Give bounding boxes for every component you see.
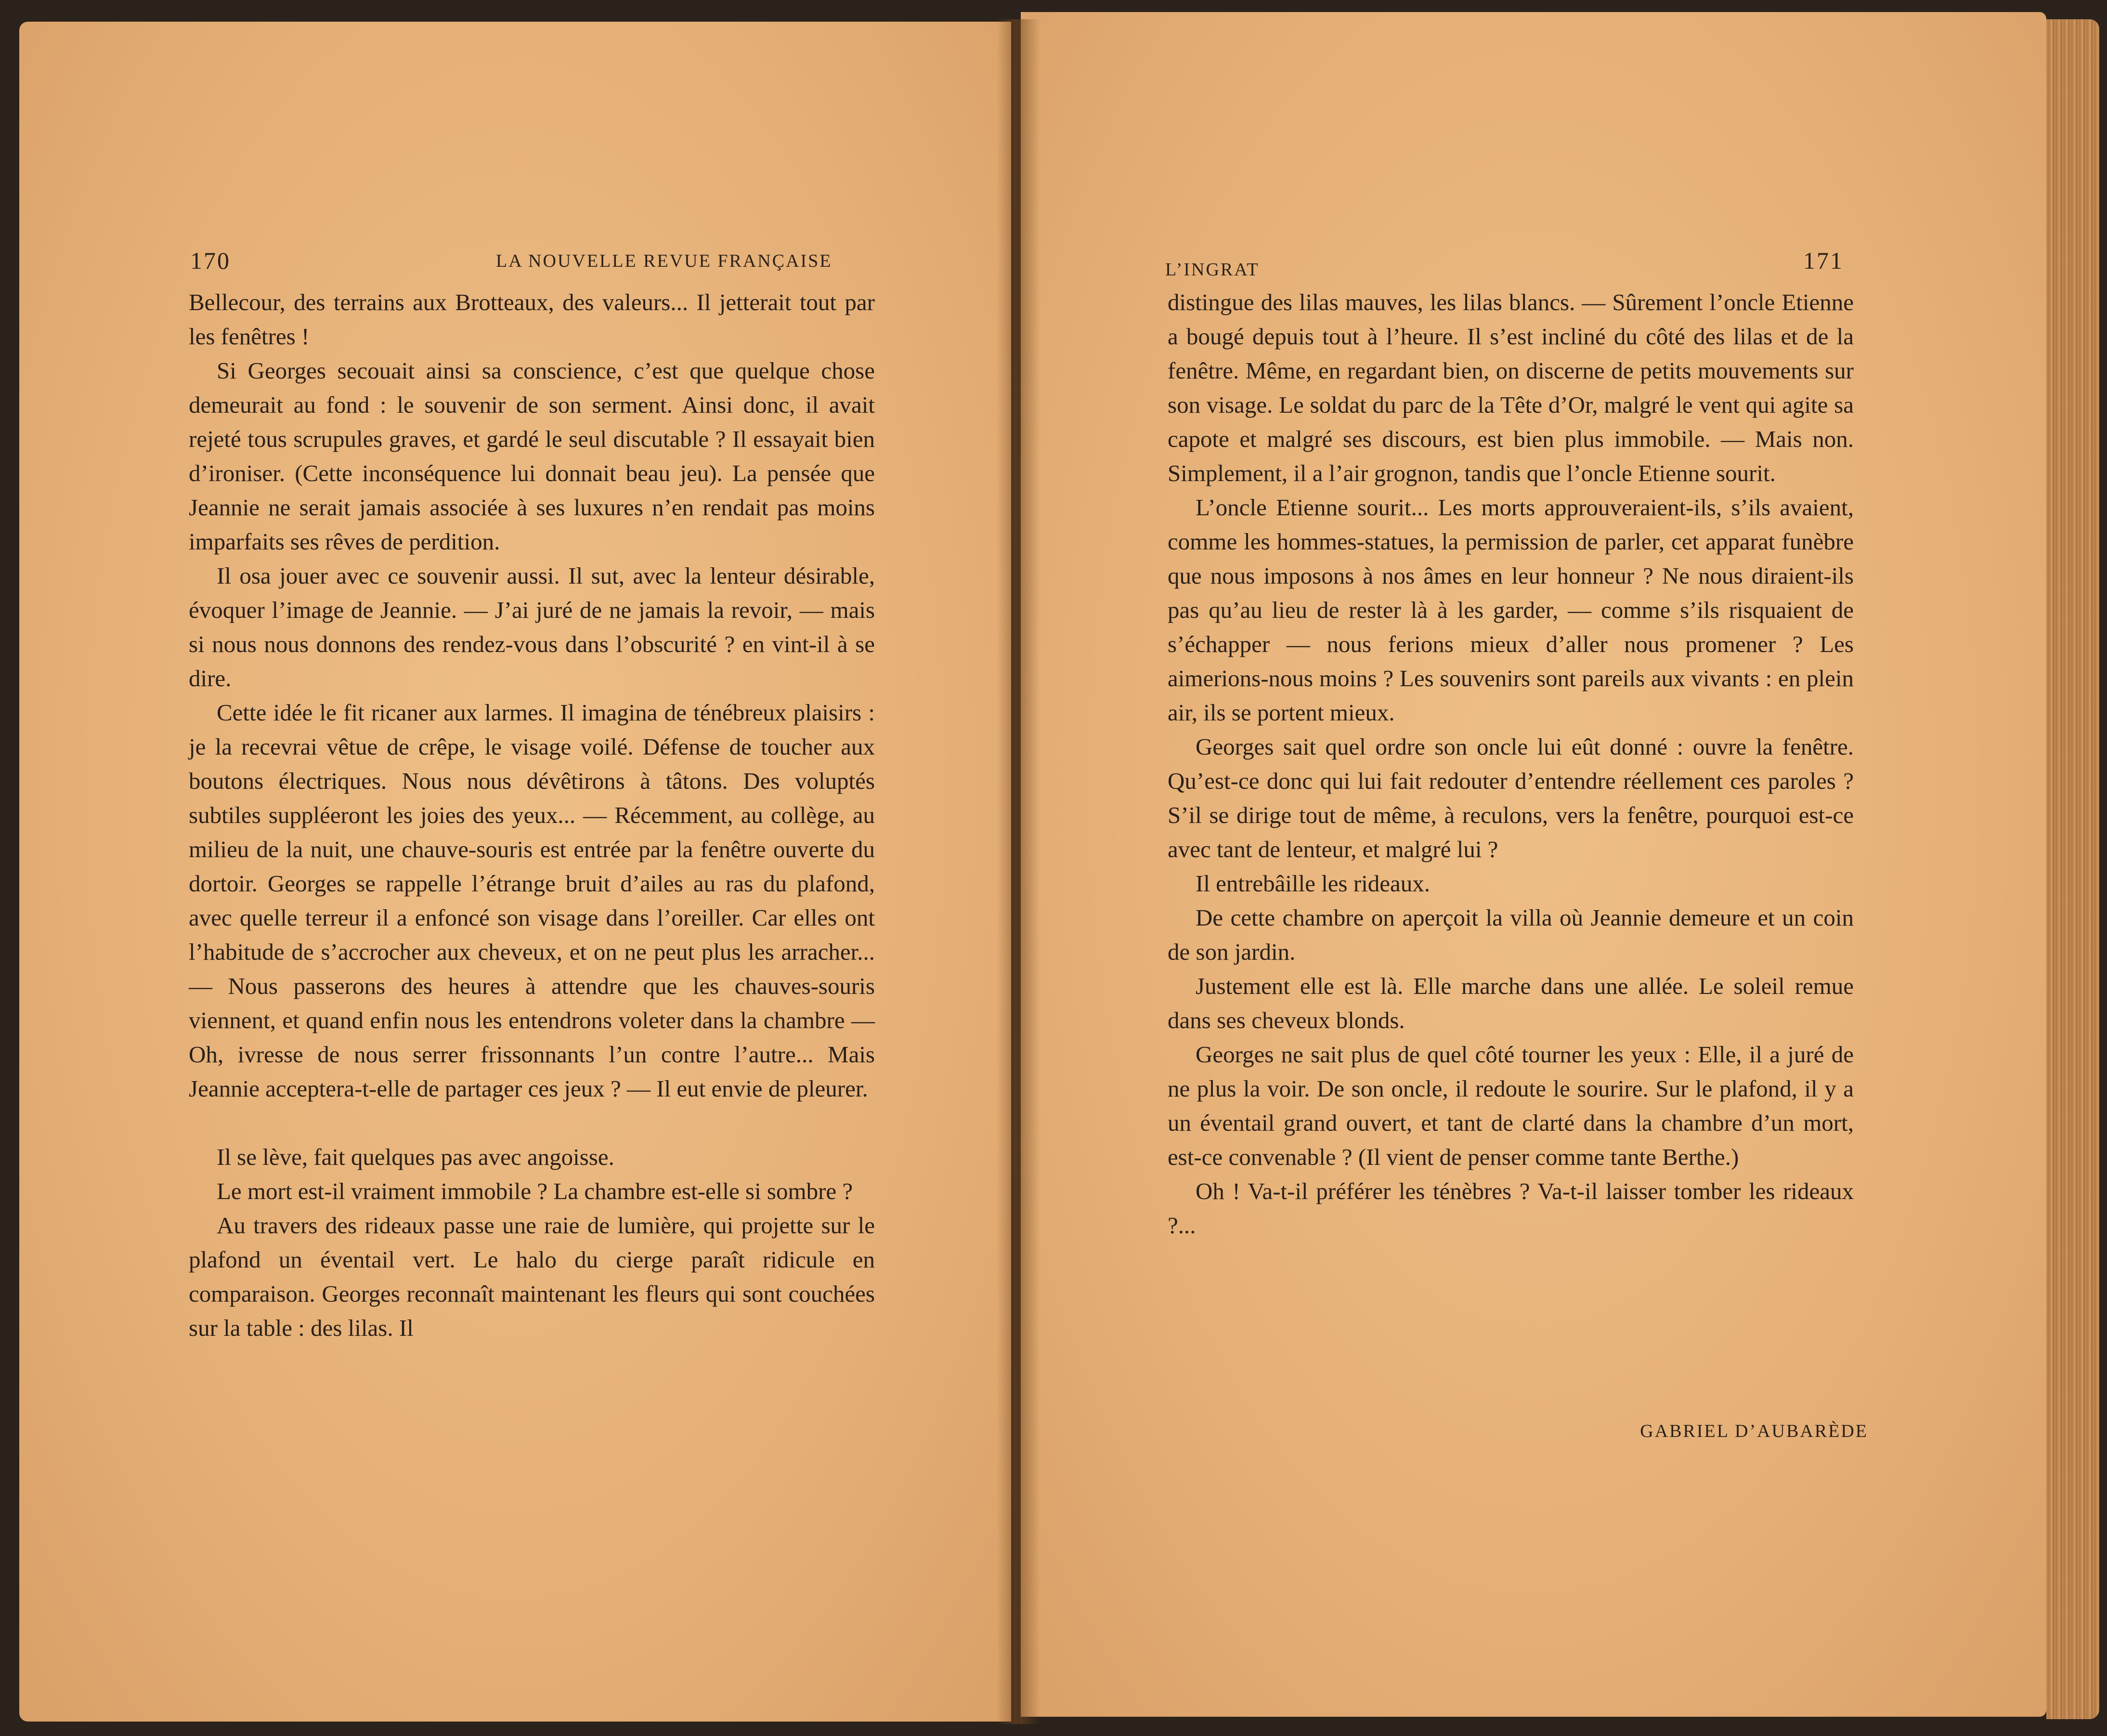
left-running-head: LA NOUVELLE REVUE FRANÇAISE [496, 251, 832, 271]
paragraph: Georges ne sait plus de quel côté tourner les yeux : Elle, il a juré de ne plus la voir. De son oncle, il redoute le sourire. Sur le plafond, il y a un éventail grand ouvert, et tant de clarté dans la chambre d’un mort, est-ce convenable ? (Il vient de penser comme tante Berthe.) [1168, 1041, 1854, 1170]
paragraph: Justement elle est là. Elle marche dans une allée. Le soleil remue dans ses cheveux blonds. [1168, 973, 1854, 1033]
paragraph: Cette idée le fit ricaner aux larmes. Il imagina de ténébreux plaisirs : je la recevrai vêtue de crêpe, le visage voilé. Défense de toucher aux boutons électriques. Nous nous dévêtirons à tâtons. Des voluptés subtiles suppléeront les joies des yeux... — Récemment, au collège, au milieu de la nuit, une chauve-souris est entrée par la fenêtre ouverte du dortoir. Georges se rappelle l’étrange bruit d’ailes au ras du plafond, avec quelle terreur il a enfoncé son visage dans l’oreiller. Car elles ont l’habitude de s’accrocher aux cheveux, et on ne peut plus les arracher... — Nous passerons des heures à attendre que les chauves-souris viennent, et quand enfin nous les entendrons voleter dans la chambre — Oh, ivresse de nous serrer frissonnants l’un contre l’autre... Mais Jeannie acceptera-t-elle de partager ces jeux ? — Il eut envie de pleurer. [189, 699, 875, 1102]
paragraph: Il osa jouer avec ce souvenir aussi. Il sut, avec la lenteur désirable, évoquer l’image de Jeannie. — J’ai juré de ne jamais la revoir, — mais si nous nous donnons des rendez-vous dans l’obscurité ? en vint-il à se dire. [189, 562, 875, 692]
paragraph: De cette chambre on aperçoit la villa où Jeannie demeure et un coin de son jardin. [1168, 904, 1854, 965]
left-page-number: 170 [190, 247, 231, 274]
paragraph: Au travers des rideaux passe une raie de lumière, qui projette sur le plafond un éventail vert. Le halo du cierge paraît ridicule en comparaison. Georges reconnaît maintenant les fleurs qui sont couchées sur la table : des lilas. Il [189, 1212, 875, 1341]
page-edges [2046, 19, 2099, 1719]
paragraph: Le mort est-il vraiment immobile ? La chambre est-elle si sombre ? [217, 1178, 853, 1204]
book-gutter [997, 19, 1040, 1724]
paragraph: distingue des lilas mauves, les lilas blancs. — Sûrement l’oncle Etienne a bougé depuis tout à l’heure. Il s’est incliné du côté des lilas et de la fenêtre. Même, en regardant bien, on discerne de petits mouvements sur son visage. Le soldat du parc de la Tête d’Or, malgré le vent qui agite sa capote et malgré ses discours, est bien plus immobile. — Mais non. Simplement, il a l’air grognon, tandis que l’oncle Etienne sourit. [1168, 289, 1854, 486]
paragraph: Bellecour, des terrains aux Brotteaux, des valeurs... Il jetterait tout par les fenêtres ! [189, 289, 875, 350]
section-break [189, 1106, 875, 1140]
author-signature: GABRIEL D’AUBARÈDE [1640, 1421, 1868, 1441]
paragraph: Georges sait quel ordre son oncle lui eût donné : ouvre la fenêtre. Qu’est-ce donc qui lui fait redouter d’entendre réellement ces paroles ? S’il se dirige tout de même, à reculons, vers la fenêtre, pourquoi est-ce avec tant de lenteur, et malgré lui ? [1168, 733, 1854, 862]
left-page-body [189, 285, 875, 1345]
right-page-body [1168, 285, 1854, 1242]
paragraph: Il se lève, fait quelques pas avec angoisse. [217, 1144, 614, 1170]
paragraph: Si Georges secouait ainsi sa conscience, c’est que quelque chose demeurait au fond : le souvenir de son serment. Ainsi donc, il avait rejeté tous scrupules graves, et gardé le seul discutable ? Il essayait bien d’ironiser. (Cette inconséquence lui donnait beau jeu). La pensée que Jeannie ne serait jamais associée à ses luxures n’en rendait pas moins imparfaits ses rêves de perdition. [189, 357, 875, 555]
right-running-head: L’INGRAT [1165, 260, 1260, 280]
paragraph: L’oncle Etienne sourit... Les morts approuveraient-ils, s’ils avaient, comme les hommes-statues, la permission de parler, cet apparat funèbre que nous imposons à nos âmes en leur honneur ? Ne nous diraient-ils pas qu’au lieu de rester là à les garder, — comme s’ils risquaient de s’échapper — nous ferions mieux d’aller nous promener ? Les aimerions-nous moins ? Les souvenirs sont pareils aux vivants : en plein air, ils se portent mieux. [1168, 494, 1854, 726]
right-page-number: 171 [1803, 247, 1844, 274]
paragraph: Oh ! Va-t-il préférer les ténèbres ? Va-t-il laisser tomber les rideaux ?... [1168, 1178, 1854, 1239]
paragraph: Il entrebâille les rideaux. [1196, 870, 1431, 897]
